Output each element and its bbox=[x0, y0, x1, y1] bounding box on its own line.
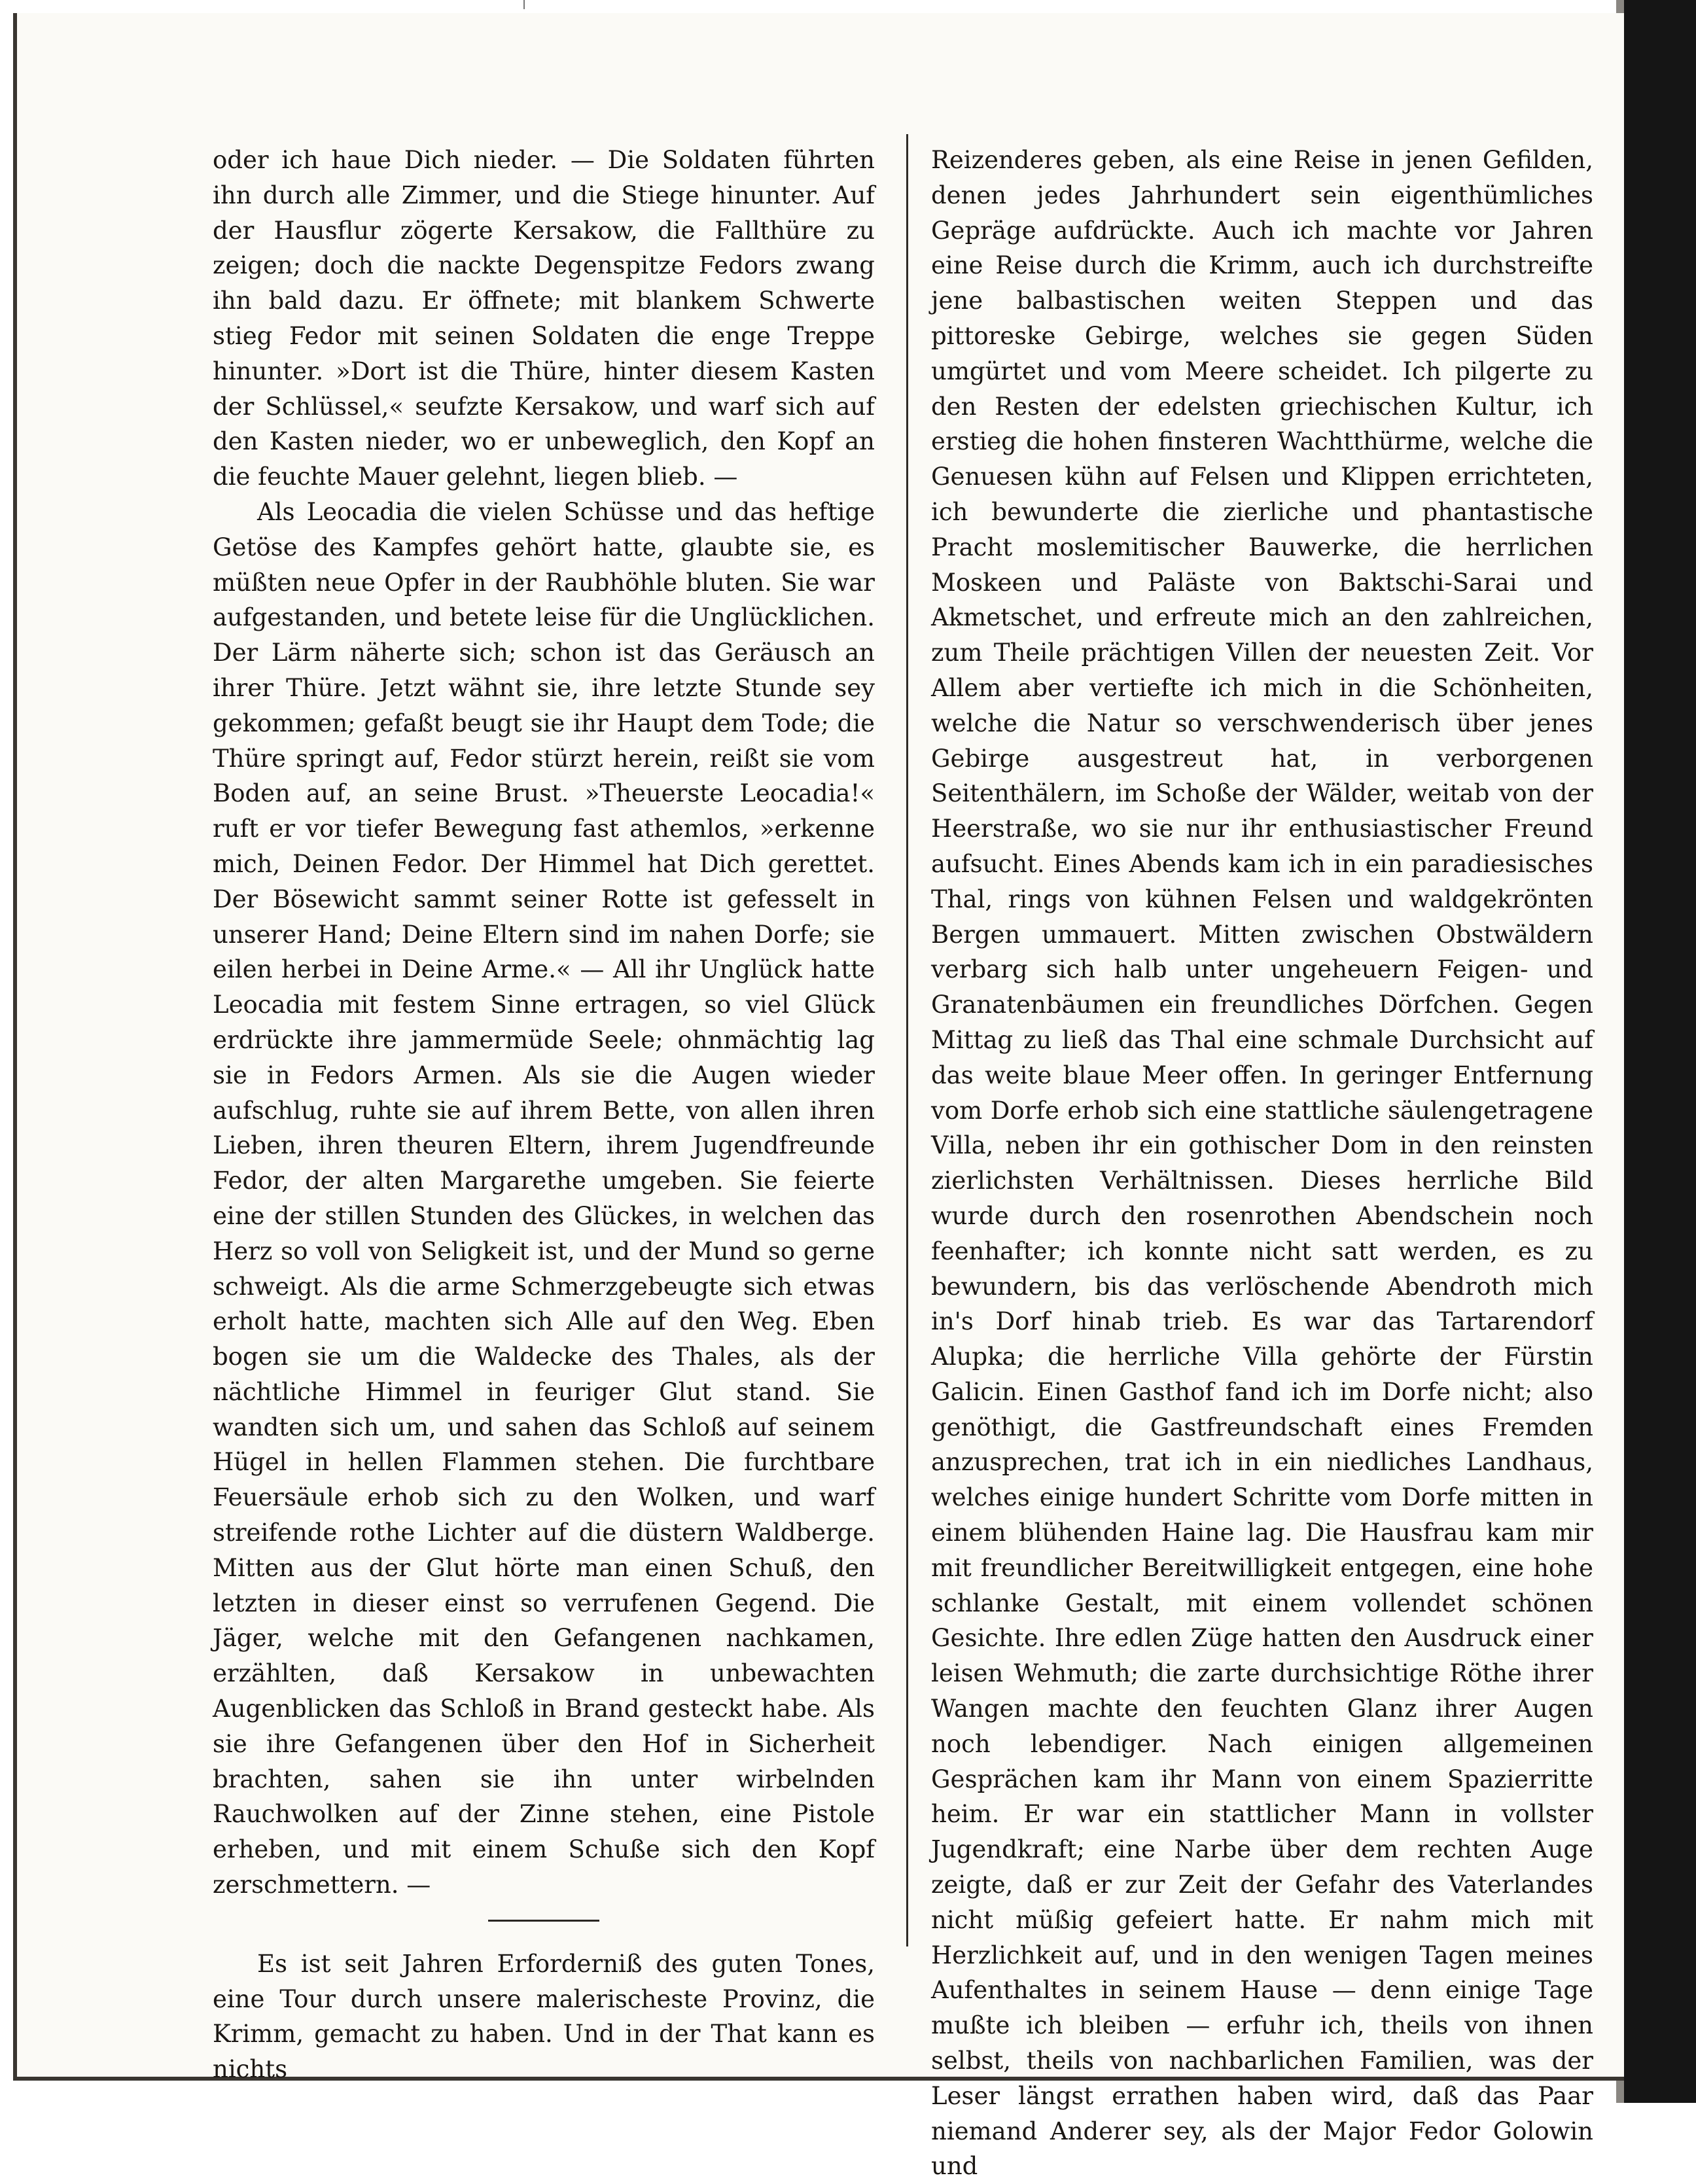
left-paragraph-2: Als Leocadia die vielen Schüsse und das heftige Getöse des Kampfes gehört hatte, glaubte sie, es müßten neue Opfer in der Raubhöhle bluten. Sie war aufgestanden, und betete leise für die Unglücklichen. Der Lärm näherte sich; schon ist das Geräusch an ihrer Thüre. Jetzt wähnt sie, ihre letzte Stunde sey gekommen; gefaßt beugt sie ihr Haupt dem Tode; die Thüre springt auf, Fedor stürzt herein, reißt sie vom Boden auf, an seine Brust. »Theuerste Leocadia!« ruft er vor tiefer Bewegung fast athemlos, »erkenne mich, Deinen Fedor. Der Himmel hat Dich gerettet. Der Bösewicht sammt seiner Rotte ist gefesselt in unserer Hand; Deine Eltern sind im nahen Dorfe; sie eilen herbei in Deine Arme.« — All ihr Unglück hatte Leocadia mit festem Sinne ertragen, so viel Glück erdrückte ihre jammermüde Seele; ohnmächtig lag sie in Fedors Armen. Als sie die Augen wieder aufschlug, ruhte sie auf ihrem Bette, von allen ihren Lieben, ihren theuren Eltern, ihrem Jugendfreunde Fedor, der alten Margarethe umgeben. Sie feierte eine der stillen Stunden des Glückes, in welchen das Herz so voll von Seligkeit ist, und der Mund so gerne schweigt. Als die arme Schmerzgebeugte sich etwas erholt hatte, machten sich Alle auf den Weg. Eben bogen sie um die Waldecke des Thales, als der nächtliche Himmel in feuriger Glut stand. Sie wandten sich um, und sahen das Schloß auf seinem Hügel in hellen Flammen stehen. Die furchtbare Feuersäule erhob sich zu den Wolken, und warf streifende rothe Lichter auf die düstern Waldberge. Mitten aus der Glut hörte man einen Schuß, den letzten in dieser einst so verrufenen Gegend. Die Jäger, welche mit den Gefangenen nachkamen, erzählten, daß Kersakow in unbewachten Augenblicken das Schloß in Brand gesteckt habe. Als sie ihre Gefangenen über den Hof in Sicherheit brachten, sahen sie ihn unter wirbelnden Rauchwolken auf der Zinne stehen, eine Pistole erheben, und mit einem Schuße sich den Kopf zerschmettern. — bbox=[213, 497, 875, 1899]
right-paragraph-1: Reizenderes geben, als eine Reise in jenen Gefilden, denen jedes Jahrhundert sein eigenthümliches Gepräge aufdrückte. Auch ich machte vor Jahren eine Reise durch die Krimm, auch ich durchstreifte jene balbastischen weiten Steppen und das pittoreske Gebirge, welches sie gegen Süden umgürtet und vom Meere scheidet. Ich pilgerte zu den Resten der edelsten griechischen Kultur, ich erstieg die hohen finsteren Wachtthürme, welche die Genuesen kühn auf Felsen und Klippen errichteten, ich bewunderte die zierliche und phantastische Pracht moslemitischer Bauwerke, die herrlichen Moskeen und Paläste von Baktschi-Sarai und Akmetschet, und erfreute mich an den zahlreichen, zum Theile prächtigen Villen der neuesten Zeit. Vor Allem aber vertiefte ich mich in die Schönheiten, welche die Natur so verschwenderisch über jenes Gebirge ausgestreut hat, in verborgenen Seitenthälern, im Schoße der Wälder, weitab von der Heerstraße, wo sie nur ihr enthusiastischer Freund aufsucht. Eines Abends kam ich in ein paradiesisches Thal, rings von kühnen Felsen und waldgekrönten Bergen ummauert. Mitten zwischen Obstwäldern verbarg sich halb unter ungeheuern Feigen- und Granatenbäumen ein freundliches Dörfchen. Gegen Mittag zu ließ das Thal eine schmale Durchsicht auf das weite blaue Meer offen. In geringer Entfernung vom Dorfe erhob sich eine stattliche säulengetragene Villa, neben ihr ein gothischer Dom in den reinsten zierlichsten Verhältnissen. Dieses herrliche Bild wurde durch den rosenrothen Abendschein noch feenhafter; ich konnte nicht satt werden, es zu bewundern, bis das verlöschende Abendroth mich in's Dorf hinab trieb. Es war das Tartarendorf Alupka; die herrliche Villa gehörte der Fürstin Galicin. Einen Gasthof fand ich im Dorfe nicht; also genöthigt, die Gastfreundschaft eines Fremden anzusprechen, trat ich in ein niedliches Landhaus, welches einige hundert Schritte vom Dorfe mitten in einem blühenden Haine lag. Die Hausfrau kam mir mit freundlicher Bereitwilligkeit entgegen, eine hohe schlanke Gestalt, mit einem vollendet schönen Gesichte. Ihre edlen Züge hatten den Ausdruck einer leisen Wehmuth; die zarte durchsichtige Röthe ihrer Wangen machte den feuchten Glanz ihrer Augen noch lebendiger. Nach einigen allgemeinen Gesprächen kam ihr Mann von einem Spazierritte heim. Er war ein stattlicher Mann in vollster Jugendkraft; eine Narbe über dem rechten Auge zeigte, daß er zur Zeit der Gefahr des Vaterlandes nicht müßig gefeiert hatte. Er nahm mich mit Herzlichkeit auf, und in den wenigen Tagen meines Aufenthaltes in seinem Hause — denn einige Tage mußte ich bleiben — erfuhr ich, theils von ihnen selbst, theils von nachbarlichen Familien, was der Leser längst errathen haben wird, daß das Paar niemand Anderer sey, als der Major Fedor Golowin und bbox=[931, 146, 1593, 2181]
column-divider bbox=[906, 134, 908, 1946]
left-text-column bbox=[213, 143, 875, 2084]
scan-mark bbox=[523, 0, 525, 9]
left-paragraph-3: Es ist seit Jahren Erforderniß des guten Tones, eine Tour durch unsere malerischeste Provinz, die Krimm, gemacht zu haben. Und in der That kann es nichts bbox=[213, 1949, 875, 2084]
left-paragraph-1: oder ich haue Dich nieder. — Die Soldaten führten ihn durch alle Zimmer, und die Stiege hinunter. Auf der Hausflur zögerte Kersakow, die Fallthüre zu zeigen; doch die nackte Degenspitze Fedors zwang ihn bald dazu. Er öffnete; mit blankem Schwerte stieg Fedor mit seinen Soldaten die enge Treppe hinunter. »Dort ist die Thüre, hinter diesem Kasten der Schlüssel,« seufzte Kersakow, und warf sich auf den Kasten nieder, wo er unbeweglich, den Kopf an die feuchte Mauer gelehnt, liegen blieb. — bbox=[213, 146, 875, 491]
section-separator bbox=[488, 1920, 599, 1922]
scan-edge bbox=[1624, 0, 1696, 2103]
right-text-column bbox=[931, 143, 1593, 2181]
